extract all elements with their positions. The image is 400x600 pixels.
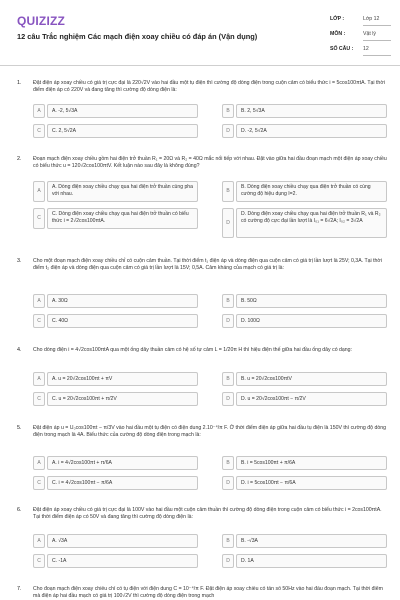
question-7 (17, 586, 387, 600)
meta-underline (363, 25, 391, 26)
option-c[interactable] (33, 124, 198, 138)
page-header (0, 0, 400, 66)
option-c[interactable] (33, 314, 198, 328)
quizizz-logo: QUIZIZZ (17, 14, 66, 28)
option-letter: A (33, 104, 45, 118)
question-2 (17, 156, 387, 254)
option-letter: C (33, 208, 45, 229)
option-text: B. Dòng điện xoay chiều chạy qua điện trở thuần có cùng cường độ hiệu dụng I=2. (241, 184, 371, 197)
option-d[interactable] (222, 392, 387, 406)
question-1 (17, 80, 387, 160)
option-text: B. i = 5cos100πt + π/6A (241, 460, 296, 466)
option-c[interactable] (33, 554, 198, 568)
option-box[interactable] (47, 314, 198, 328)
option-d[interactable] (222, 554, 387, 568)
meta-value: 12 (363, 46, 369, 52)
option-letter: D (222, 124, 234, 138)
option-b[interactable] (222, 372, 387, 386)
option-box[interactable] (47, 104, 198, 118)
question-text: Đặt điện áp xoay chiều có giá trị cực đại là 220√2V vào hai đầu một tụ điện thì cường độ dòng điện trong cuộn cảm có biểu thức i = 5cos100πtA. Tại thời điểm điện áp có 220V và đang tăng thì cường độ dòng điện là: (33, 80, 385, 94)
option-d[interactable] (222, 476, 387, 490)
option-text: A. √3A (52, 538, 68, 544)
option-text: C. 40Ω (52, 318, 68, 324)
option-text: D. u = 20√2cos100πt − π/2V (241, 396, 306, 402)
option-b[interactable] (222, 456, 387, 470)
meta-value: Vật lý (363, 31, 376, 37)
option-box[interactable] (236, 104, 387, 118)
option-text: A. -2, 5√3A (52, 108, 78, 114)
option-a[interactable] (33, 294, 198, 308)
option-box[interactable] (47, 124, 198, 138)
question-text: Đặt điện áp xoay chiều có giá trị cực đại là 100V vào hai đầu một cuộn cảm thuần thì cường độ dòng điện trong cuộn cảm có biểu thức i = 2cos100πtA. Tại thời điểm điện áp có 50V và đang tăng thì cường độ dòng điện là: (33, 507, 382, 521)
option-box[interactable] (236, 294, 387, 308)
option-b[interactable] (222, 104, 387, 118)
question-number: 3. (17, 258, 22, 264)
option-letter: A (33, 372, 45, 386)
option-box[interactable] (47, 554, 198, 568)
option-d[interactable] (222, 208, 387, 238)
option-text: B. u = 20√2cos100πtV (241, 376, 292, 382)
question-6 (17, 507, 387, 577)
option-a[interactable] (33, 181, 198, 202)
option-box[interactable] (236, 476, 387, 490)
question-text: Đoạn mạch điện xoay chiều gồm hai điện trở thuần R₁ = 20Ω và R₂ = 40Ω mắc nối tiếp với nhau. Đặt vào giữa hai đầu đoạn mạch một điện áp xoay chiều có biểu thức u = 120√2cos100πtV. Kết luận nào sau đây là không đúng? (33, 156, 387, 170)
option-letter: A (33, 294, 45, 308)
option-d[interactable] (222, 124, 387, 138)
option-letter: C (33, 476, 45, 490)
option-box[interactable] (236, 124, 387, 138)
option-box[interactable] (236, 181, 387, 202)
option-box[interactable] (47, 294, 198, 308)
option-letter: B (222, 534, 234, 548)
option-text: C. -1A (52, 558, 67, 564)
question-number: 5. (17, 425, 22, 431)
option-text: A. 30Ω (52, 298, 68, 304)
option-box[interactable] (236, 392, 387, 406)
option-letter: A (33, 456, 45, 470)
option-letter: B (222, 372, 234, 386)
option-c[interactable] (33, 392, 198, 406)
option-box[interactable] (47, 372, 198, 386)
option-box[interactable] (47, 534, 198, 548)
question-4 (17, 347, 387, 417)
option-letter: D (222, 554, 234, 568)
option-a[interactable] (33, 104, 198, 118)
option-letter: C (33, 314, 45, 328)
option-text: B. 50Ω (241, 298, 257, 304)
option-text: D. -2, 5√2A (241, 128, 267, 134)
option-box[interactable] (236, 534, 387, 548)
meta-underline (363, 40, 391, 41)
option-letter: B (222, 181, 234, 202)
option-letter: D (222, 392, 234, 406)
option-text: C. 2, 5√2A (52, 128, 77, 134)
option-box[interactable] (236, 456, 387, 470)
option-letter: B (222, 104, 234, 118)
question-text: Cho đoạn mạch điện xoay chiều chỉ có tụ điện với điện dung C = 10⁻⁴/π F. Đặt điện áp xoay chiều có tần số 50Hz vào hai đầu đoạn mạch. Tại thời điểm mà điện áp hai đầu mạch có giá trị 100√2V thì cường độ dòng điện trong mạch (33, 586, 383, 600)
option-letter: C (33, 392, 45, 406)
option-letter: C (33, 554, 45, 568)
option-letter: B (222, 456, 234, 470)
meta-underline (363, 55, 391, 56)
option-b[interactable] (222, 181, 387, 202)
option-a[interactable] (33, 534, 198, 548)
question-number: 4. (17, 347, 22, 353)
option-letter: A (33, 534, 45, 548)
meta-label: LỚP : (330, 16, 345, 22)
option-text: D. 100Ω (241, 318, 260, 324)
option-a[interactable] (33, 372, 198, 386)
option-text: A. Dòng điện xoay chiều chạy qua hai điện trở thuần cùng pha với nhau. (52, 184, 193, 197)
option-box[interactable] (236, 314, 387, 328)
question-5 (17, 425, 387, 500)
option-box[interactable] (47, 208, 198, 229)
option-letter: D (222, 314, 234, 328)
question-text: Cho một đoạn mạch điện xoay chiều chỉ có cuộn cảm thuần. Tại thời điểm t₁ điện áp và dòng điện qua cuộn cảm có giá trị lần lượt là 25V; 0,3A. Tại thời điểm t₂ điện áp và dòng điện qua cuộn cảm có giá trị lần lượt là 15V; 0,5A. Cảm kháng của mạch có giá trị là: (33, 258, 382, 272)
option-text: A. u = 20√2cos100πt + πV (52, 376, 113, 382)
option-d[interactable] (222, 314, 387, 328)
option-letter: D (222, 476, 234, 490)
option-box[interactable] (236, 208, 387, 238)
option-text: C. i = 4√2cos100πt − π/6A (52, 480, 113, 486)
meta-value: Lớp 12 (363, 16, 380, 22)
question-3 (17, 258, 387, 338)
option-box[interactable] (47, 476, 198, 490)
option-text: B. 2, 5√3A (241, 108, 265, 114)
option-c[interactable] (33, 208, 198, 229)
meta-label: MÔN : (330, 31, 346, 37)
option-text: A. i = 4√2cos100πt + π/6A (52, 460, 112, 466)
option-text: D. 1A (241, 558, 254, 564)
question-number: 2. (17, 156, 22, 162)
option-letter: B (222, 294, 234, 308)
option-text: C. Dòng điện xoay chiều chạy qua hai điện trở thuần có biểu thức i = 2√2cos100πtA. (52, 211, 189, 224)
option-box[interactable] (236, 554, 387, 568)
meta-label: SỐ CÂU : (330, 46, 354, 52)
option-c[interactable] (33, 476, 198, 490)
question-number: 7. (17, 586, 22, 592)
option-letter: C (33, 124, 45, 138)
option-text: D. Dòng điện xoay chiều chạy qua hai điện trở thuần R₁ và R₂ có cường độ cực đại lần lượt là I₀₁ = 6√2A; I₀₂ = 3√2A (241, 211, 381, 224)
option-box[interactable] (47, 181, 198, 202)
option-box[interactable] (236, 372, 387, 386)
option-box[interactable] (47, 392, 198, 406)
option-text: C. u = 20√2cos100πt + π/2V (52, 396, 117, 402)
document-title: 12 câu Trắc nghiệm Các mạch điện xoay chiều có đáp án (Vận dụng) (17, 32, 258, 41)
option-box[interactable] (47, 456, 198, 470)
option-b[interactable] (222, 534, 387, 548)
option-a[interactable] (33, 456, 198, 470)
option-b[interactable] (222, 294, 387, 308)
option-letter: A (33, 181, 45, 202)
option-text: B. -√3A (241, 538, 258, 544)
question-text: Cho dòng điện i = 4√2cos100πtA qua một ống dây thuần cảm có hệ số tự cảm L = 1/20π H thì hiệu điện thế giữa hai đầu ống dây có dạng: (33, 347, 352, 353)
question-number: 6. (17, 507, 22, 513)
question-text: Đặt điện áp u = U₀cos100πt − π/3V vào hai đầu một tụ điện có điện dung 2.10⁻⁴/π F. Ở thời điểm điện áp giữa hai đầu tụ điện là 150V thì cường độ dòng điện trong mạch là 4A. Biểu thức của cường độ dòng điện trong mạch là: (33, 425, 387, 439)
option-text: D. i = 5cos100πt − π/6A (241, 480, 296, 486)
question-number: 1. (17, 80, 22, 86)
option-letter: D (222, 208, 234, 238)
